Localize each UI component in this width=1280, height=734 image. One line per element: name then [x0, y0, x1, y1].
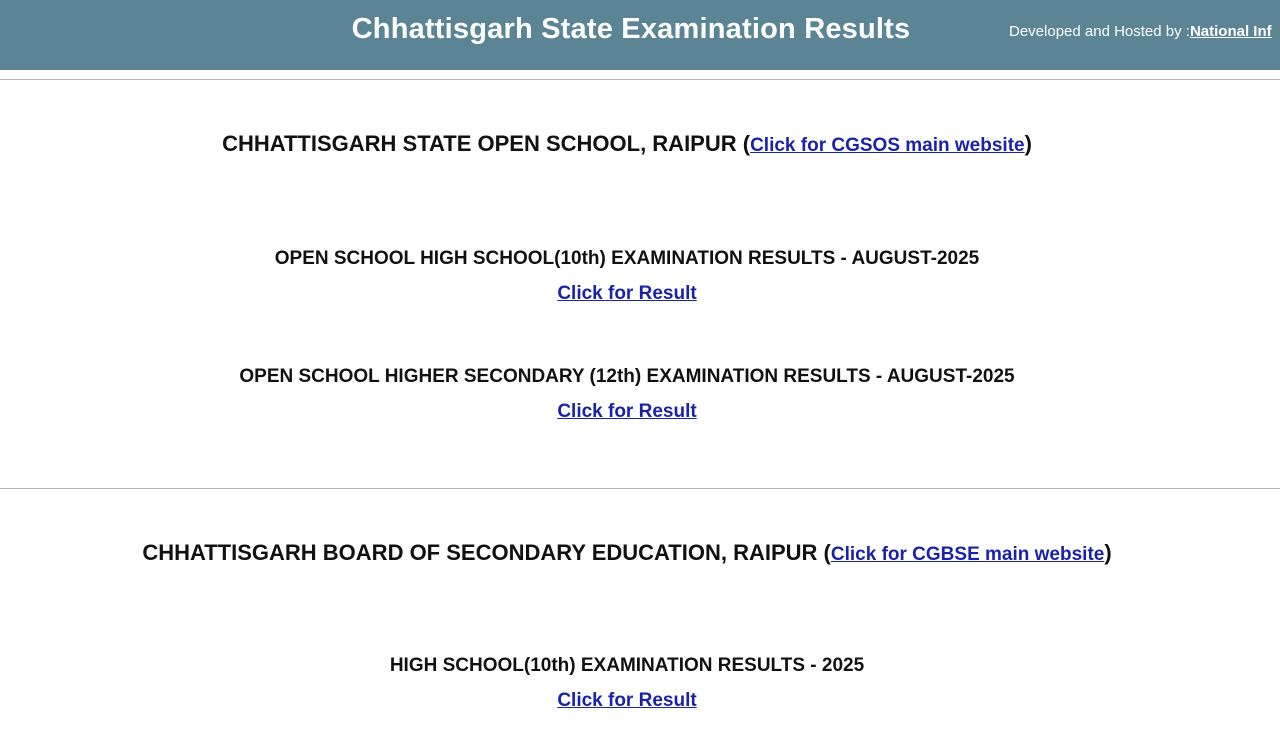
exam-title-cgsos-10th: OPEN SCHOOL HIGH SCHOOL(10th) EXAMINATION RESULTS - AUGUST-2025 [274, 248, 980, 269]
header-divider [0, 79, 1280, 80]
cgbse-website-link[interactable]: Click for CGBSE main website [830, 544, 1105, 565]
cgsos-website-link[interactable]: Click for CGSOS main website [750, 135, 1025, 156]
result-link-row [0, 690, 1254, 712]
section-heading-cgbse [0, 540, 1254, 566]
hosted-by-label: Developed and Hosted by : [1009, 23, 1190, 40]
section-heading-cgsos [0, 131, 1254, 157]
cgsos-10th-result-link[interactable]: Click for Result [557, 283, 697, 304]
paren-open: ( [742, 131, 751, 156]
result-link-row [0, 401, 1254, 423]
paren-close: ) [1024, 131, 1032, 156]
page-header [0, 0, 1280, 70]
cgsos-12th-result-link[interactable]: Click for Result [557, 401, 697, 422]
exam-title-cgbse-10th: HIGH SCHOOL(10th) EXAMINATION RESULTS - 2025 [389, 655, 865, 676]
page-title: Chhattisgarh State Examination Results [351, 13, 911, 45]
section-divider [0, 488, 1280, 489]
paren-close: ) [1104, 540, 1112, 565]
section-title: CHHATTISGARH STATE OPEN SCHOOL, RAIPUR [222, 131, 737, 156]
section-title: CHHATTISGARH BOARD OF SECONDARY EDUCATION, RAIPUR [142, 540, 818, 565]
hosted-by-credit [1009, 23, 1272, 40]
paren-open: ( [823, 540, 831, 565]
result-link-row [0, 283, 1254, 305]
exam-title-cgsos-12th: OPEN SCHOOL HIGHER SECONDARY (12th) EXAMINATION RESULTS - AUGUST-2025 [239, 366, 1015, 387]
cgbse-10th-result-link[interactable]: Click for Result [557, 690, 697, 711]
hosted-by-link[interactable]: National Inf [1189, 23, 1272, 40]
